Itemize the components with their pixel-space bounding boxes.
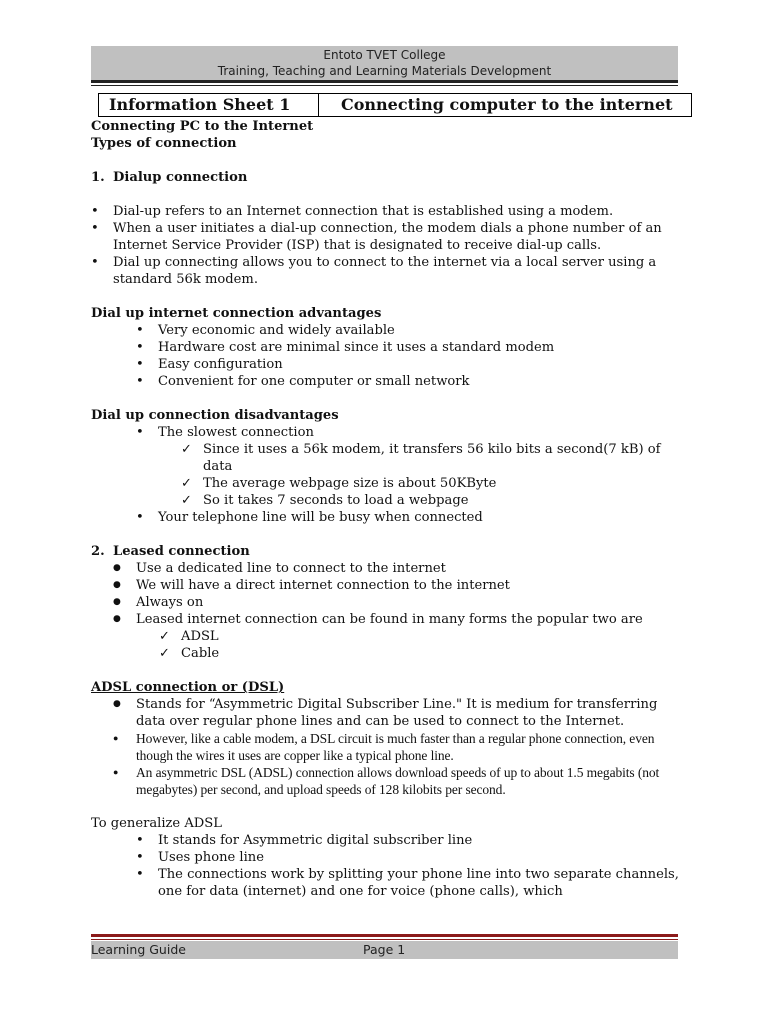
section-heading: Connecting PC to the Internet — [91, 119, 314, 134]
check-item: ✓ So it takes 7 seconds to load a webpage — [91, 492, 681, 509]
list-item: ● Leased internet connection can be found in many forms the popular two are — [91, 611, 681, 628]
dialup-heading — [91, 169, 681, 186]
header-rule — [91, 80, 678, 83]
page-number: Page 1 — [363, 942, 406, 957]
list-item: ● An asymmetric DSL (ADSL) connection allows download speeds of up to about 1.5 megabits (not megabytes) per second, and upload speeds of 128 kilobits per second. — [91, 764, 681, 798]
check-item: ✓ ADSL — [91, 628, 681, 645]
leased-bullet-list — [91, 560, 681, 628]
leased-heading — [91, 543, 681, 560]
college-name: Entoto TVET College — [323, 48, 446, 62]
document-body — [91, 118, 681, 900]
disadvantages-list-2 — [91, 509, 681, 526]
sheet-title: Connecting computer to the internet — [341, 95, 673, 114]
list-item: • When a user initiates a dial-up connection, the modem dials a phone number of an Internet Service Provider (ISP) that is designated to receive dial-up calls. — [91, 220, 681, 254]
item-number: 2. — [91, 544, 105, 559]
item-number: 1. — [91, 170, 105, 185]
disadvantages-checklist — [91, 441, 681, 509]
generalize-bullet-list — [91, 832, 681, 900]
adsl-bullet-list — [91, 696, 681, 730]
information-sheet-box — [98, 93, 692, 117]
list-item: ● Use a dedicated line to connect to the internet — [91, 560, 681, 577]
list-item: • It stands for Asymmetric digital subscriber line — [91, 832, 681, 849]
item-title: Dialup connection — [113, 170, 248, 185]
adsl-bullet-list-2 — [91, 730, 681, 798]
list-item: • Hardware cost are minimal since it uses a standard modem — [91, 339, 681, 356]
list-item: • Very economic and widely available — [91, 322, 681, 339]
disadvantages-heading: Dial up connection disadvantages — [91, 408, 339, 423]
footer-guide-label: Learning Guide — [91, 942, 186, 957]
footer-rule — [91, 934, 678, 937]
list-item: • The connections work by splitting your phone line into two separate channels, one for data (internet) and one for voice (phone calls), which — [91, 866, 681, 900]
list-item: • Dial up connecting allows you to connect to the internet via a local server using a standard 56k modem. — [91, 254, 681, 288]
list-item: • Easy configuration — [91, 356, 681, 373]
item-title: Leased connection — [113, 544, 250, 559]
check-item: ✓ Cable — [91, 645, 681, 662]
adsl-heading: ADSL connection or (DSL) — [91, 680, 285, 695]
page-footer — [91, 941, 678, 959]
list-item: • Dial-up refers to an Internet connection that is established using a modem. — [91, 203, 681, 220]
check-item: ✓ Since it uses a 56k modem, it transfers 56 kilo bits a second(7 kB) of data — [91, 441, 681, 475]
list-item: • Uses phone line — [91, 849, 681, 866]
department-name: Training, Teaching and Learning Materials Development — [217, 64, 552, 78]
list-item: ● Always on — [91, 594, 681, 611]
footer-rule-thin — [91, 939, 678, 940]
dialup-bullet-list — [91, 203, 681, 288]
advantages-list — [91, 322, 681, 390]
page-header — [91, 46, 678, 80]
leased-checklist — [91, 628, 681, 662]
list-item: • The slowest connection — [91, 424, 681, 441]
list-item: ● Stands for “Asymmetric Digital Subscriber Line." It is medium for transferring data over regular phone lines and can be used to connect to the Internet. — [91, 696, 681, 730]
generalize-heading: To generalize ADSL — [91, 816, 222, 831]
check-item: ✓ The average webpage size is about 50KByte — [91, 475, 681, 492]
advantages-heading: Dial up internet connection advantages — [91, 306, 382, 321]
header-rule-thin — [91, 85, 678, 86]
subsection-heading: Types of connection — [91, 136, 237, 151]
sheet-number: Information Sheet 1 — [99, 94, 319, 116]
list-item: ● We will have a direct internet connection to the internet — [91, 577, 681, 594]
list-item: • Convenient for one computer or small network — [91, 373, 681, 390]
list-item: ● However, like a cable modem, a DSL circuit is much faster than a regular phone connection, even though the wires it uses are copper like a typical phone line. — [91, 730, 681, 764]
list-item: • Your telephone line will be busy when connected — [91, 509, 681, 526]
disadvantages-list — [91, 424, 681, 441]
